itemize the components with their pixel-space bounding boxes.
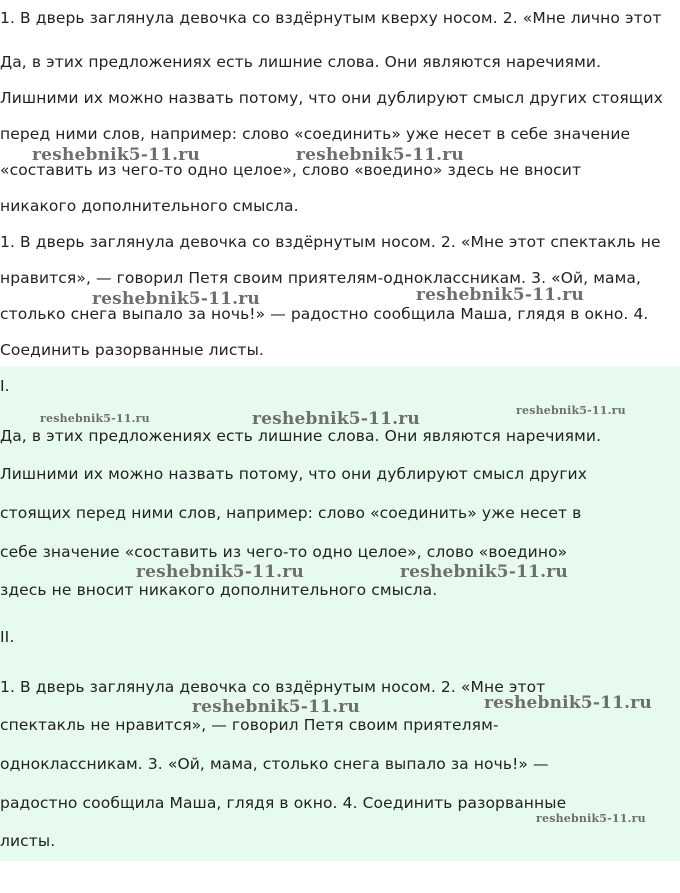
text-line: 1. В дверь заглянула девочка со вздёрнутым носом. 2. «Мне этот спектакль не [0,233,661,251]
text-line: себе значение «составить из чего-то одно целое», слово «воедино» [0,543,568,561]
text-line: Да, в этих предложениях есть лишние слова. Они являются наречиями. [0,53,602,71]
watermark: reshebnik5-11.ru [296,145,464,165]
watermark: reshebnik5-11.ru [32,145,200,165]
text-line: Лишними их можно назвать потому, что они дублируют смысл других стоящих [0,89,663,107]
text-line: 1. В дверь заглянула девочка со вздёрнутым носом. 2. «Мне этот [0,678,546,696]
watermark: reshebnik5-11.ru [484,693,652,713]
section-heading: II. [0,628,15,646]
text-line: стоящих перед ними слов, например: слово «соединить» уже несет в [0,504,582,522]
watermark: reshebnik5-11.ru [40,412,150,425]
text-line: Лишними их можно назвать потому, что они дублируют смысл других [0,465,588,483]
watermark: reshebnik5-11.ru [92,289,260,309]
watermark: reshebnik5-11.ru [400,562,568,582]
watermark: reshebnik5-11.ru [252,409,420,429]
text-line: одноклассникам. 3. «Ой, мама, столько снега выпало за ночь!» — [0,755,549,773]
text-line: листы. [0,832,56,850]
text-line: здесь не вносит никакого дополнительного смысла. [0,581,438,599]
text-line: перед ними слов, например: слово «соединить» уже несет в себе значение [0,125,631,143]
watermark: reshebnik5-11.ru [192,697,360,717]
watermark: reshebnik5-11.ru [536,812,646,825]
watermark: reshebnik5-11.ru [416,285,584,305]
text-line: радостно сообщила Маша, глядя в окно. 4. Соединить разорванные [0,794,567,812]
watermark: reshebnik5-11.ru [516,404,626,417]
text-line: Соединить разорванные листы. [0,341,264,359]
text-line: нравится», — говорил Петя своим приятелям-одноклассникам. 3. «Ой, мама, [0,269,642,287]
section-heading: I. [0,377,10,395]
text-line: никакого дополнительного смысла. [0,197,299,215]
text-line: спектакль не нравится», — говорил Петя своим приятелям- [0,716,499,734]
text-line: столько снега выпало за ночь!» — радостно сообщила Маша, глядя в окно. 4. [0,305,649,323]
text-line: 1. В дверь заглянула девочка со вздёрнутым кверху носом. 2. «Мне лично этот [0,9,662,27]
text-line: Да, в этих предложениях есть лишние слова. Они являются наречиями. [0,427,602,445]
text-line: «составить из чего-то одно целое», слово «воедино» здесь не вносит [0,161,582,179]
watermark: reshebnik5-11.ru [136,562,304,582]
